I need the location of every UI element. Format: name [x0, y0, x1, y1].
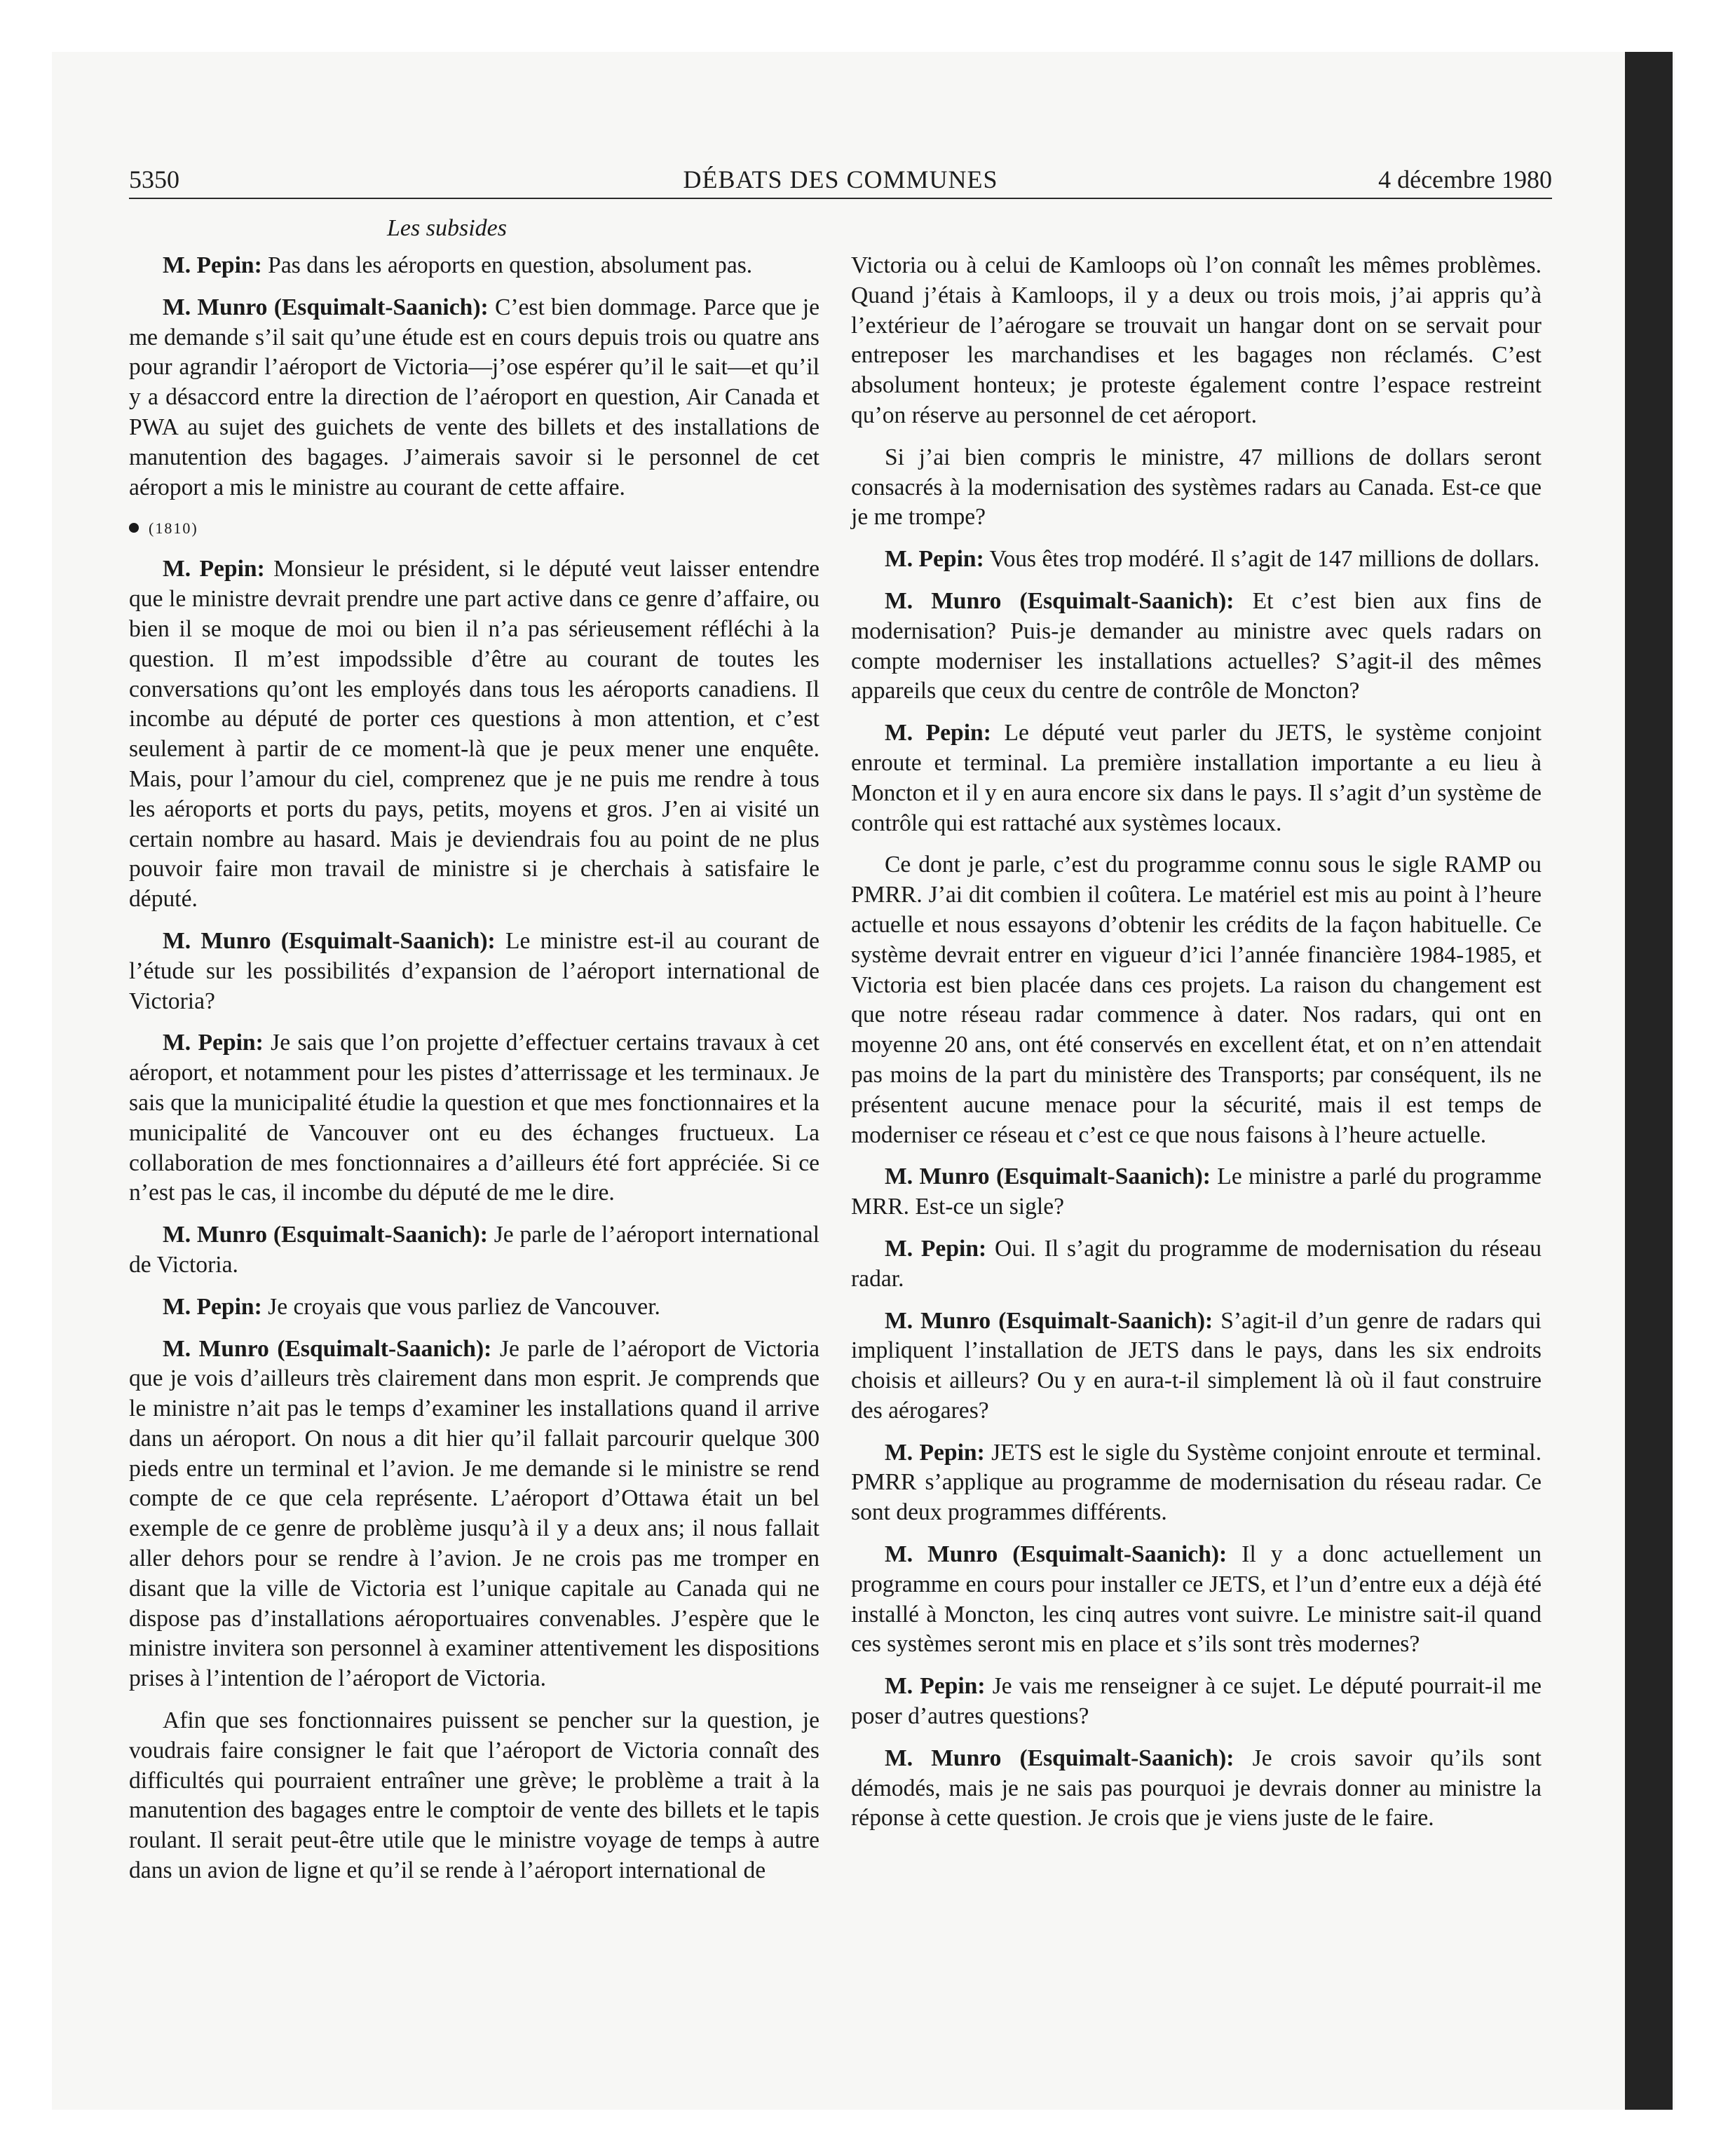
right-column: [851, 251, 1542, 1845]
paragraph-text: Le ministre a parlé du programme MRR. Est-ce un sigle?: [851, 1164, 1542, 1220]
paragraph-text: Je vais me renseigner à ce sujet. Le député pourrait-il me poser d’autres questions?: [851, 1673, 1542, 1730]
speaker-name: M. Pepin:: [163, 1030, 264, 1056]
paragraph: [851, 1162, 1542, 1222]
paragraph-text: Vous êtes trop modéré. Il s’agit de 147 millions de dollars.: [984, 546, 1540, 573]
paragraph: [129, 251, 819, 281]
paragraph-text: Je croyais que vous parliez de Vancouver.: [261, 1293, 660, 1320]
speaker-name: M. Pepin:: [885, 1673, 986, 1700]
scan-edge-bar: [1625, 52, 1673, 2110]
paragraph: [851, 1306, 1542, 1426]
speaker-name: M. Pepin:: [163, 1293, 262, 1320]
paragraph: [851, 1744, 1542, 1834]
paragraph: [129, 1028, 819, 1208]
speaker-name: M. Munro (Esquimalt-Saanich):: [885, 1541, 1227, 1568]
speaker-name: M. Pepin:: [163, 556, 265, 582]
header-rule: [129, 198, 1552, 199]
page-date: 4 décembre 1980: [1378, 165, 1552, 193]
paragraph: [129, 927, 819, 1016]
speaker-name: M. Pepin:: [885, 1439, 985, 1466]
paragraph-text: S’agit-il d’un genre de radars qui impliquent l’installation de JETS dans le pays, dans les six endroits choisis et ailleurs? Ou y en aura-t-il simplement là où il faut construire des aérogares?: [851, 1307, 1542, 1424]
paragraph-text: C’est bien dommage. Parce que je me demande s’il sait qu’une étude est en cours depuis trois ou quatre ans pour agrandir l’aéroport de Victoria—j’ose espérer qu’il le sait—et qu’il y a désaccord entre la direction de l’aéroport en question, Air Canada et PWA au sujet des guichets de vente des billets et des installations de manutention des bagages. J’aimerais savoir si le personnel de cet aéroport a mis le ministre au courant de cette affaire.: [129, 294, 819, 500]
paragraph-text: Il y a donc actuellement un programme en cours pour installer ce JETS, et l’un d’entre eux a déjà été installé à Moncton, les cinq autres vont suivre. Le ministre sait-il quand ces systèmes seront mis en place et s’ils sont très modernes?: [851, 1541, 1542, 1658]
speaker-name: M. Pepin:: [885, 1235, 987, 1262]
paragraph: [851, 1672, 1542, 1732]
bullet-dot-icon: [129, 523, 139, 533]
speaker-name: M. Munro (Esquimalt-Saanich):: [163, 927, 496, 954]
paragraph-text: Et c’est bien aux fins de modernisation? Puis-je demander au ministre avec quels radars on compte moderniser les installations actuelles? S’agit-il des mêmes appareils que ceux du centre de contrôle de Moncton?: [851, 587, 1542, 704]
paragraph-text: Le député veut parler du JETS, le système conjoint enroute et terminal. La première installation importante a eu lieu à Moncton et il y en aura encore six dans le pays. Il s’agit d’un système de contrôle qui est rattaché aux systèmes locaux.: [851, 720, 1542, 836]
paragraph: [851, 545, 1542, 575]
paragraph-text: Monsieur le président, si le député veut laisser entendre que le ministre devrait prendre une part active dans ce genre d’affaire, ou bien il se moque de moi ou bien il n’a pas sérieusement réfléchi à la question. Il m’est impodssible d’être au courant de toutes les conversations qu’ont les employés dans tous les aéroports canadiens. Il incombe au député de porter ces questions à mon attention, et c’est seulement à partir de ce moment-là que je peux mener une enquête. Mais, pour l’amour du ciel, comprenez que je ne puis me rendre à tous les aéroports et ports du pays, petits, moyens et gros. J’en ai visité un certain nombre au hasard. Mais je deviendrais fou au point de ne plus pouvoir faire mon travail de ministre si je cherchais à satisfaire le député.: [129, 556, 820, 913]
speaker-name: M. Munro (Esquimalt-Saanich):: [885, 587, 1234, 614]
paragraph-text: Je crois savoir qu’ils sont démodés, mais je ne sais pas pourquoi je devrais donner au ministre la réponse à cette question. Je crois que je viens juste de le faire.: [851, 1745, 1542, 1831]
speaker-name: M. Munro (Esquimalt-Saanich):: [885, 1745, 1234, 1771]
paragraph: [851, 1540, 1542, 1660]
paragraph: [851, 1438, 1542, 1528]
paragraph-text: Victoria ou à celui de Kamloops où l’on connaît les mêmes problèmes. Quand j’étais à Kamloops, il y a deux ou trois mois, j’ai appris qu’à l’extérieur de l’aérogare se trouvait un hangar dont on se servait pour entreposer les marchandises et les bagages non réclamés. C’est absolument honteux; je proteste également contre l’espace restreint qu’on réserve au personnel de cet aéroport.: [851, 252, 1542, 428]
paragraph-text: Afin que ses fonctionnaires puissent se pencher sur la question, je voudrais faire consigner le fait que l’aéroport de Victoria connaît des difficultés qui pourraient entraîner une grève; le problème a trait à la manutention des bagages entre le comptoir de vente des billets et le tapis roulant. Il serait peut-être utile que le ministre voyage de temps à autre dans un avion de ligne et qu’il se rende à l’aéroport international de: [129, 1707, 819, 1884]
speaker-name: M. Pepin:: [163, 252, 262, 278]
paragraph: [129, 554, 819, 915]
paragraph-text: Le ministre est-il au courant de l’étude sur les possibilités d’expansion de l’aéroport international de Victoria?: [129, 927, 820, 1014]
publication-title: DÉBATS DES COMMUNES: [683, 165, 998, 193]
paragraph-text: Ce dont je parle, c’est du programme connu sous le sigle RAMP ou PMRR. J’ai dit combien il coûtera. Le matériel est mis au point à l’heure actuelle et nous essayons d’obtenir les crédits de la façon habituelle. Ce système devrait entrer en vigueur d’ici l’année financière 1984-1985, et Victoria est bien placée dans ces projets. La raison du changement est que notre réseau radar commence à dater. Nos radars, qui ont en moyenne 20 ans, ont été conservés en excellent état, et on n’en attendait pas moins de la part du ministère des Transports; par conséquent, ils ne présentent aucune menace pour la sécurité, mais il est temps de moderniser ce réseau et c’est ce que nous faisons à l’heure actuelle.: [851, 852, 1542, 1148]
paragraph: [851, 443, 1542, 533]
paragraph-text: Pas dans les aéroports en question, absolument pas.: [261, 252, 753, 278]
paragraph-text: Oui. Il s’agit du programme de modernisation du réseau radar.: [851, 1235, 1542, 1292]
speaker-name: M. Pepin:: [885, 546, 984, 573]
paragraph-text: JETS est le sigle du Système conjoint enroute et terminal. PMRR s’applique au programme de modernisation du réseau radar. Ce sont deux programmes différents.: [851, 1439, 1542, 1526]
paragraph: [129, 1706, 819, 1886]
section-title: Les subsides: [387, 215, 507, 241]
paragraph: [851, 251, 1542, 431]
speaker-name: M. Munro (Esquimalt-Saanich):: [163, 294, 489, 320]
timestamp-text: (1810): [149, 519, 198, 538]
paragraph: [129, 293, 819, 503]
paragraph-text: Je parle de l’aéroport international de Victoria.: [129, 1222, 819, 1278]
page-header: [129, 163, 1552, 199]
paragraph: [851, 850, 1542, 1150]
paragraph-text: Je parle de l’aéroport de Victoria que je vois d’ailleurs très clairement dans mon esprit. Je comprends que le ministre n’ait pas le temps d’examiner les installations quand il arrive dans un aéroport. On nous a dit hier qu’il fallait parcourir quelque 300 pieds entre un terminal et l’avion. Je me demande si le ministre se rend compte de ce que cela représente. L’aéroport d’Ottawa était un bel exemple de ce genre de problème jusqu’à il y a deux ans; il nous fallait aller dehors pour se rendre à l’avion. Je ne crois pas me tromper en disant que la ville de Victoria est l’unique capitale au Canada qui ne dispose pas d’installations aéroportuaires convenables. J’espère que le ministre invitera son personnel à examiner attentivement les dispositions prises à l’intention de l’aéroport de Victoria.: [129, 1335, 819, 1692]
page-number: 5350: [129, 165, 179, 193]
speaker-name: M. Munro (Esquimalt-Saanich):: [163, 1335, 492, 1362]
paragraph: [129, 1335, 819, 1695]
timestamp-marker: [129, 514, 819, 543]
paragraph-text: Si j’ai bien compris le ministre, 47 millions de dollars seront consacrés à la modernisation des systèmes radars au Canada. Est-ce que je me trompe?: [851, 444, 1542, 531]
speaker-name: M. Munro (Esquimalt-Saanich):: [885, 1307, 1213, 1334]
paragraph: [129, 1220, 819, 1281]
paragraph: [851, 1234, 1542, 1295]
speaker-name: M. Munro (Esquimalt-Saanich):: [163, 1222, 488, 1248]
left-column: [129, 251, 819, 1898]
paragraph: [129, 1292, 819, 1323]
speaker-name: M. Pepin:: [885, 720, 991, 746]
paragraph: [851, 718, 1542, 838]
paragraph-text: Je sais que l’on projette d’effectuer certains travaux à cet aéroport, et notamment pour les pistes d’atterrissage et les terminaux. Je sais que la municipalité étudie la question et que mes fonctionnaires et la municipalité de Vancouver ont eu des échanges fructueux. La collaboration de mes fonctionnaires a d’ailleurs été fort appréciée. Si ce n’est pas le cas, il incombe du député de me le dire.: [129, 1030, 819, 1206]
paragraph: [851, 587, 1542, 707]
speaker-name: M. Munro (Esquimalt-Saanich):: [885, 1164, 1211, 1190]
